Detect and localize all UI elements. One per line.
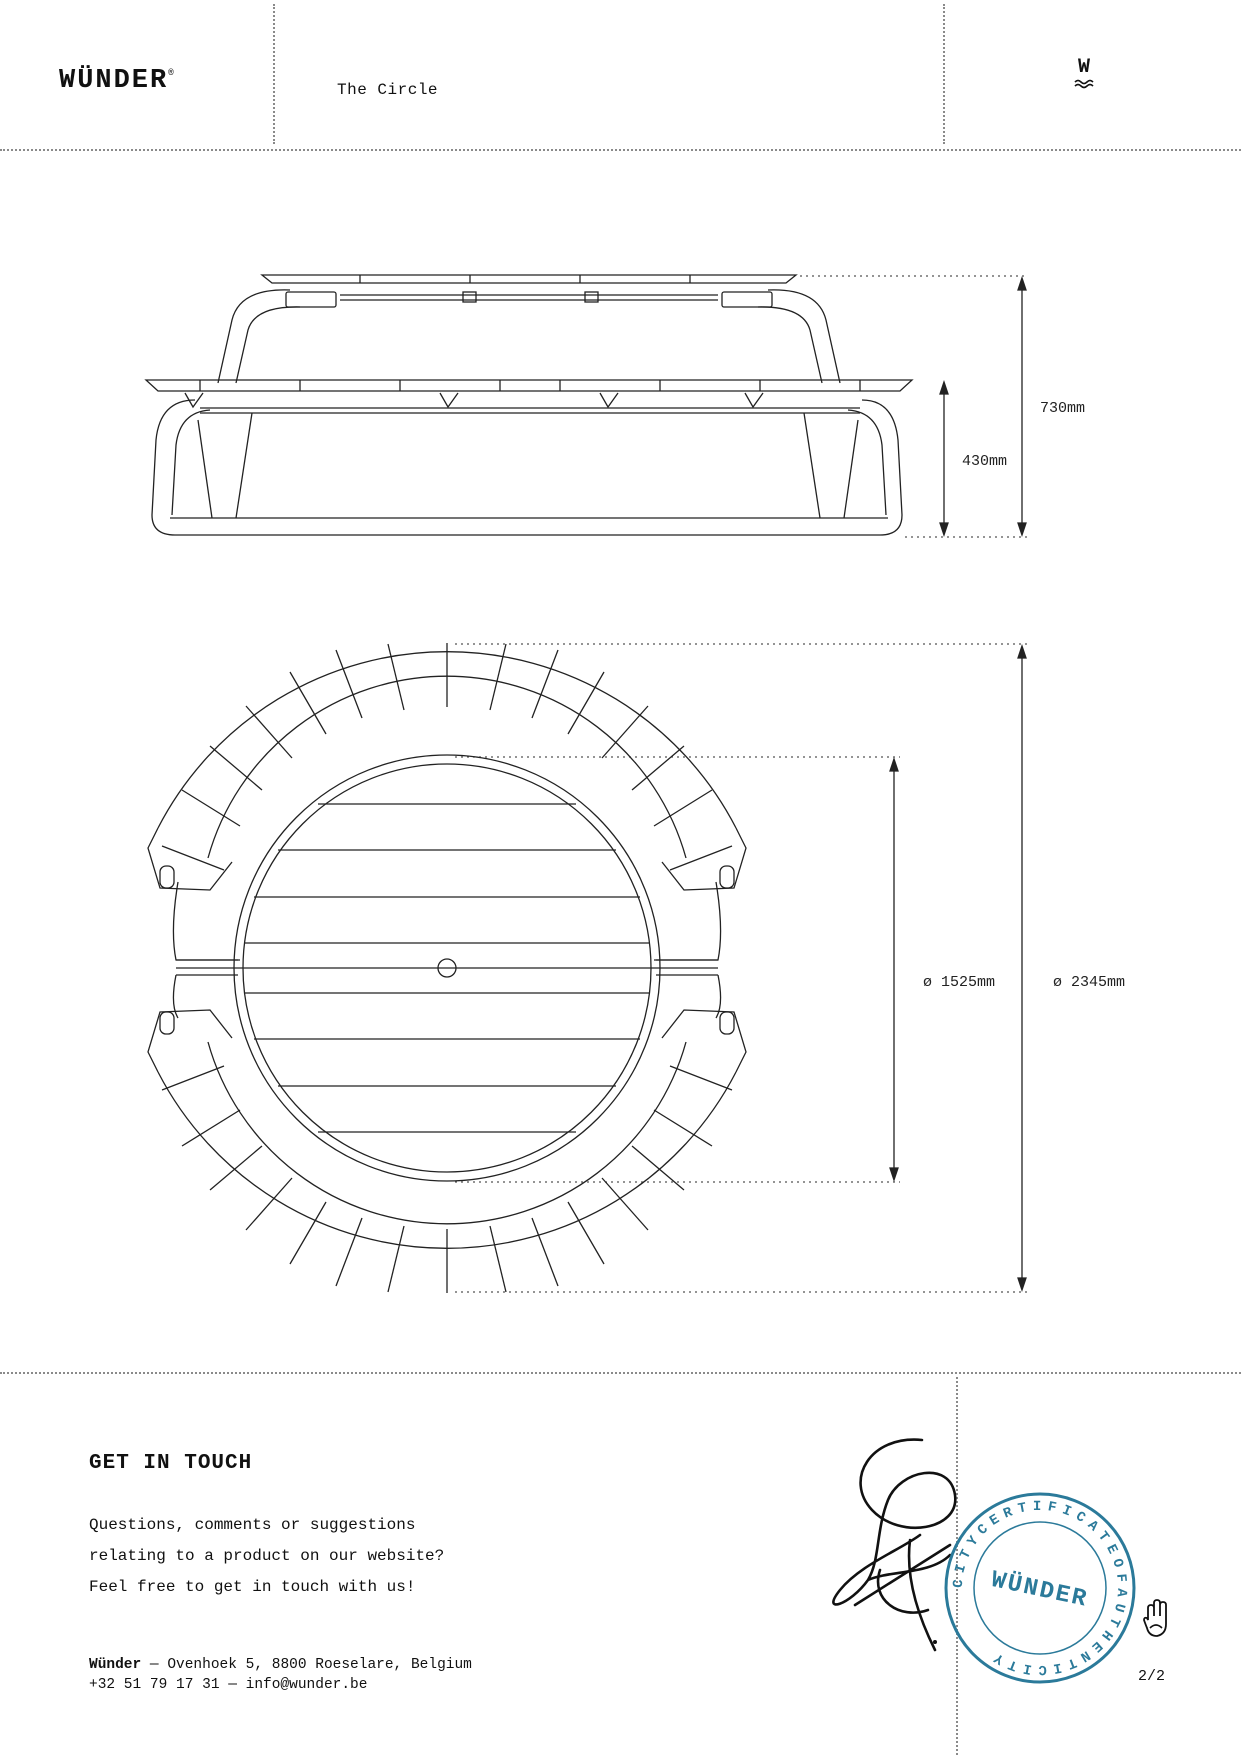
hand-icon [1142, 1598, 1172, 1640]
contact-paragraph [89, 1510, 609, 1603]
brand-name: WÜNDER [59, 66, 169, 96]
company-address [89, 1655, 649, 1675]
stamp-ring-text: CITYCERTIFICATEOFAUTHENTICITY [950, 1498, 1130, 1678]
brand-registered-mark: ® [168, 68, 176, 78]
logo-letter: W [1077, 56, 1090, 79]
contact-details [89, 1655, 649, 1695]
dimension-seat-height: 430mm [962, 453, 1008, 470]
contact-line-2: relating to a product on our website? [89, 1547, 445, 1565]
dimension-total-height: 730mm [1040, 400, 1086, 417]
product-title: The Circle [337, 81, 439, 99]
page-number: 2/2 [1138, 1668, 1166, 1685]
contact-line-3: Feel free to get in touch with us! [89, 1578, 416, 1596]
company-name: Wünder [89, 1657, 142, 1673]
dimension-table-diameter: ø 1525mm [923, 974, 996, 991]
phone-email: +32 51 79 17 31 — info@wunder.be [89, 1677, 368, 1693]
get-in-touch-title: GET IN TOUCH [89, 1452, 253, 1475]
footer-rule [0, 1372, 1241, 1374]
certificate-stamp [940, 1488, 1140, 1688]
stamp-brand: WÜNDER [988, 1567, 1091, 1614]
address-text: — Ovenhoek 5, 8800 Roeselare, Belgium [141, 1657, 472, 1673]
contact-line-1: Questions, comments or suggestions [89, 1516, 416, 1534]
dimension-overall-diameter: ø 2345mm [1053, 974, 1126, 991]
